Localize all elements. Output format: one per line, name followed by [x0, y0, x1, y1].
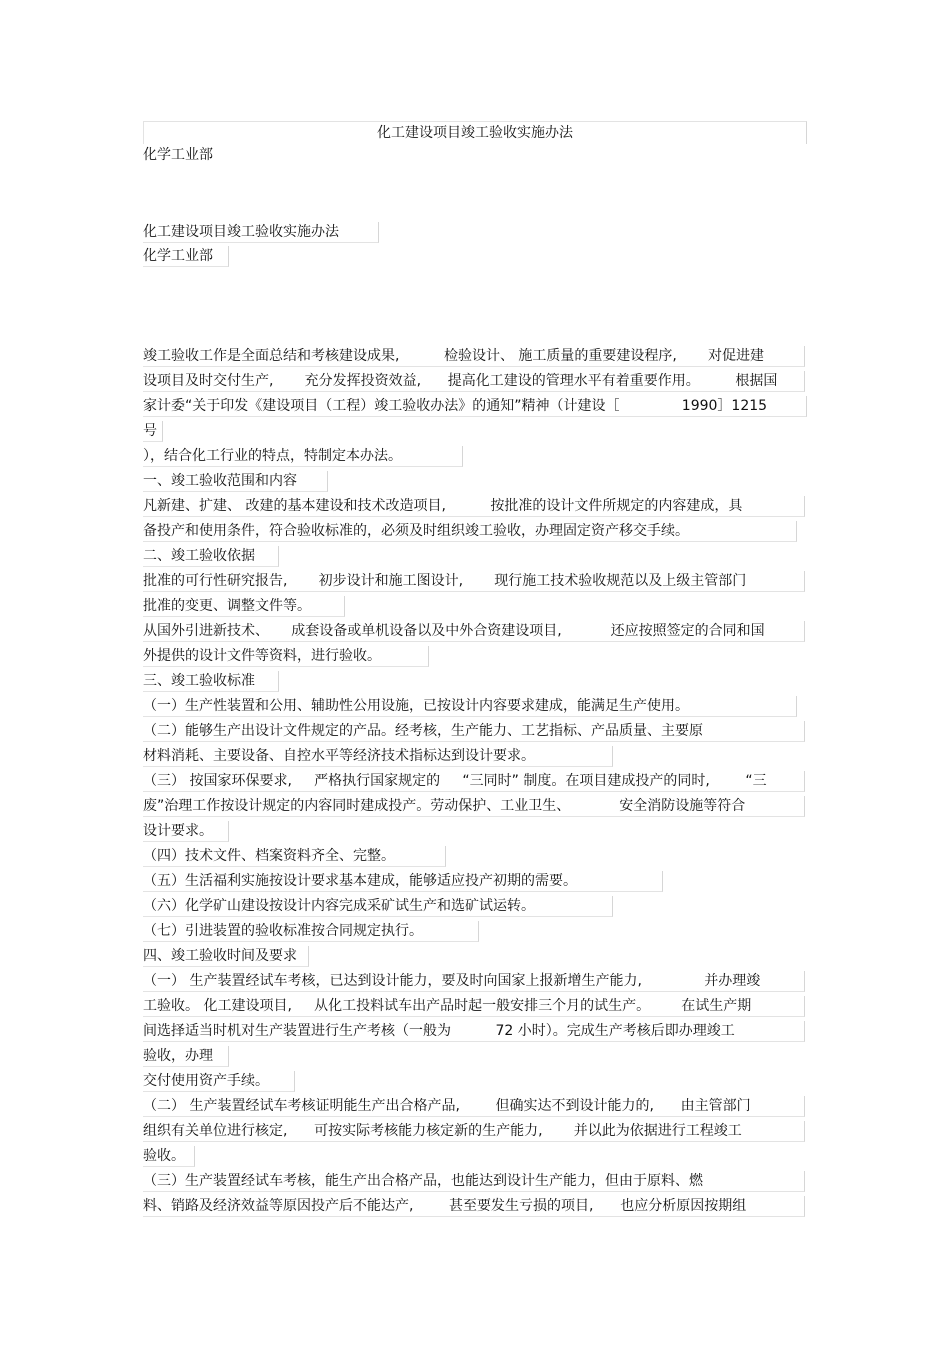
- body-line: 料、销路及经济效益等原因投产后不能达产, 甚至要发生亏损的项目, 也应分析原因按期组: [143, 1196, 805, 1217]
- body-line: 材料消耗、主要设备、自控水平等经济技术指标达到设计要求。: [143, 746, 613, 767]
- document-title: 化工建设项目竣工验收实施办法: [143, 121, 807, 144]
- body-line: （六）化学矿山建设按设计内容完成采矿试生产和选矿试运转。: [143, 896, 613, 917]
- body-line: （七）引进装置的验收标准按合同规定执行。: [143, 921, 479, 942]
- body-line: 组织有关单位进行核定, 可按实际考核能力核定新的生产能力, 并以此为依据进行工程竣工: [143, 1121, 805, 1142]
- body-line: （一） 生产装置经试车考核，已达到设计能力，要及时向国家上报新增生产能力, 并办理竣: [143, 971, 805, 992]
- body-line: 验收，办理: [143, 1046, 229, 1067]
- section-heading: 四、竣工验收时间及要求: [143, 946, 309, 967]
- body-line: （五）生活福利实施按设计要求基本建成，能够适应投产初期的需要。: [143, 871, 663, 892]
- section-heading: 二、竣工验收依据: [143, 546, 279, 567]
- body-line: 交付使用资产手续。: [143, 1071, 295, 1092]
- body-line: 验收。: [143, 1146, 195, 1167]
- repeat-title: 化工建设项目竣工验收实施办法: [143, 222, 379, 243]
- body-line: 外提供的设计文件等资料，进行验收。: [143, 646, 429, 667]
- body-line: 从国外引进新技术、 成套设备或单机设备以及中外合资建设项目, 还应按照签定的合同和国: [143, 621, 805, 642]
- section-heading: 三、竣工验收标准: [143, 671, 279, 692]
- body-line: 凡新建、扩建、 改建的基本建设和技术改造项目, 按批准的设计文件所规定的内容建成，具: [143, 496, 805, 517]
- body-line: 设项目及时交付生产, 充分发挥投资效益, 提高化工建设的管理水平有着重要作用。 根据国: [143, 371, 805, 392]
- document-author: 化学工业部: [143, 147, 213, 163]
- body-line: 间选择适当时机对生产装置进行生产考核（一般为 72 小时）。完成生产考核后即办理竣工: [143, 1021, 805, 1042]
- body-line: 竣工验收工作是全面总结和考核建设成果, 检验设计、 施工质量的重要建设程序, 对促进建: [143, 346, 805, 367]
- body-line: （三） 按国家环保要求, 严格执行国家规定的 “三同时” 制度。在项目建成投产的同时, “三: [143, 771, 805, 792]
- body-line: 批准的变更、调整文件等。: [143, 596, 345, 617]
- body-line: 备投产和使用条件，符合验收标准的，必须及时组织竣工验收，办理固定资产移交手续。: [143, 521, 797, 542]
- body-line: ），结合化工行业的特点，特制定本办法。: [143, 446, 463, 467]
- body-line: （四）技术文件、档案资料齐全、完整。: [143, 846, 446, 867]
- body-line: （三）生产装置经试车考核，能生产出合格产品，也能达到设计生产能力，但由于原料、燃: [143, 1171, 805, 1192]
- body-line: （二）能够生产出设计文件规定的产品。经考核，生产能力、工艺指标、产品质量、主要原: [143, 721, 805, 742]
- section-heading: 一、竣工验收范围和内容: [143, 471, 328, 492]
- body-line: 设计要求。: [143, 821, 229, 842]
- body-line: 家计委“关于印发《建设项目（工程）竣工验收办法》的通知”精神（计建设［ 1990］1215: [143, 396, 807, 417]
- body-line: （一）生产性装置和公用、辅助性公用设施，已按设计内容要求建成，能满足生产使用。: [143, 696, 797, 717]
- body-line: 废”治理工作按设计规定的内容同时建成投产。劳动保护、工业卫生、 安全消防设施等符合: [143, 796, 805, 817]
- body-line: 工验收。 化工建设项目, 从化工投料试车出产品时起一般安排三个月的试生产。 在试生产期: [143, 996, 805, 1017]
- body-line: （二） 生产装置经试车考核证明能生产出合格产品, 但确实达不到设计能力的, 由主管部门: [143, 1096, 805, 1117]
- repeat-author: 化学工业部: [143, 246, 229, 267]
- body-line: 号: [143, 421, 163, 442]
- body-line: 批准的可行性研究报告, 初步设计和施工图设计, 现行施工技术验收规范以及上级主管部门: [143, 571, 805, 592]
